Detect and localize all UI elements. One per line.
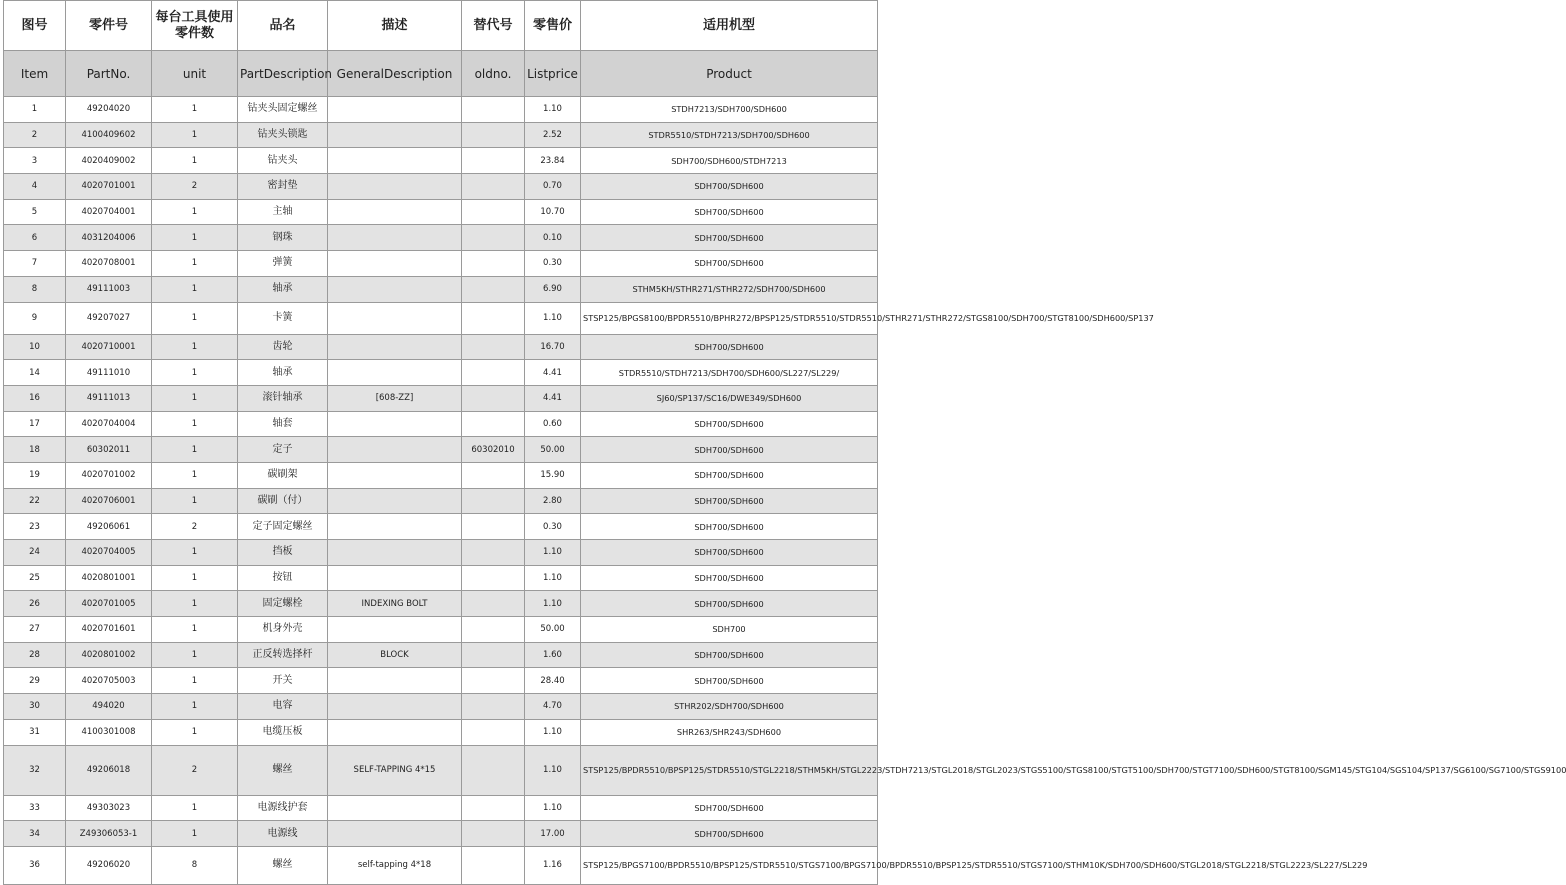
cell-unit: 1 (152, 540, 238, 566)
cell-item: 14 (4, 360, 66, 386)
cell-part-no: 49206061 (66, 514, 152, 540)
cell-product: SDH700 (581, 617, 878, 643)
cell-part-name: 碳刷架 (238, 462, 328, 488)
cell-part-no: 4020701005 (66, 591, 152, 617)
cell-part-no: 494020 (66, 694, 152, 720)
cell-description (328, 565, 462, 591)
table-row (4, 97, 878, 123)
cell-unit: 1 (152, 97, 238, 123)
table-row (4, 514, 878, 540)
cell-product: STSP125/BPDR5510/BPSP125/STDR5510/STGL2218/STHM5KH/STGL2223/STDH7213/STGL2018/STGL2023/STGS5100/STGS8100/STGT5100/SDH700/STGT7100/SDH600/STGT8100/SGM145/STG104/SGS104/SP137/SG6100/SG7100/STGS9100 (581, 745, 878, 795)
cell-part-no: 4020710001 (66, 334, 152, 360)
table-row (4, 276, 878, 302)
cell-old-no (462, 122, 525, 148)
cell-description: BLOCK (328, 642, 462, 668)
cell-item: 7 (4, 251, 66, 277)
header-name-cn: 品名 (238, 1, 328, 51)
table-row (4, 846, 878, 884)
cell-item: 5 (4, 199, 66, 225)
cell-old-no (462, 642, 525, 668)
cell-description (328, 719, 462, 745)
cell-old-no (462, 251, 525, 277)
header-unit-cn: 每台工具使用零件数 (152, 1, 238, 51)
cell-part-no: 4100301008 (66, 719, 152, 745)
cell-old-no (462, 199, 525, 225)
cell-part-no: 4020701001 (66, 174, 152, 200)
table-row (4, 334, 878, 360)
cell-item: 17 (4, 411, 66, 437)
cell-part-name: 定子固定螺丝 (238, 514, 328, 540)
cell-item: 4 (4, 174, 66, 200)
cell-list-price: 15.90 (525, 462, 581, 488)
cell-unit: 1 (152, 668, 238, 694)
cell-unit: 1 (152, 360, 238, 386)
cell-part-no: 4031204006 (66, 225, 152, 251)
cell-unit: 8 (152, 846, 238, 884)
cell-item: 24 (4, 540, 66, 566)
cell-old-no: 60302010 (462, 437, 525, 463)
header-item-en: Item (4, 51, 66, 97)
cell-description (328, 276, 462, 302)
cell-part-name: 钻夹头 (238, 148, 328, 174)
cell-part-no: 4020704005 (66, 540, 152, 566)
table-row (4, 719, 878, 745)
cell-part-no: 4020708001 (66, 251, 152, 277)
cell-part-no: 4020409002 (66, 148, 152, 174)
cell-item: 26 (4, 591, 66, 617)
cell-part-no: 49204020 (66, 97, 152, 123)
table-row (4, 694, 878, 720)
cell-unit: 1 (152, 251, 238, 277)
cell-list-price: 4.41 (525, 360, 581, 386)
cell-item: 10 (4, 334, 66, 360)
header-name-en: PartDescription (238, 51, 328, 97)
cell-description (328, 795, 462, 821)
cell-product: STSP125/BPGS7100/BPDR5510/BPSP125/STDR5510/STGS7100/BPGS7100/BPDR5510/BPSP125/STDR5510/STGS7100/STHM10K/SDH700/SDH600/STGL2018/STGL2218/STGL2223/SL227/SL229 (581, 846, 878, 884)
cell-description (328, 821, 462, 847)
cell-item: 22 (4, 488, 66, 514)
cell-old-no (462, 276, 525, 302)
cell-list-price: 1.10 (525, 565, 581, 591)
cell-old-no (462, 148, 525, 174)
cell-list-price: 1.10 (525, 540, 581, 566)
cell-product: SDH700/SDH600 (581, 462, 878, 488)
table-body (4, 97, 1566, 885)
cell-item: 32 (4, 745, 66, 795)
cell-list-price: 6.90 (525, 276, 581, 302)
header-desc-en: GeneralDescription (328, 51, 462, 97)
cell-old-no (462, 488, 525, 514)
cell-list-price: 1.10 (525, 302, 581, 334)
cell-part-no: 49111013 (66, 385, 152, 411)
cell-part-name: 螺丝 (238, 846, 328, 884)
cell-description (328, 360, 462, 386)
cell-product: SDH700/SDH600 (581, 540, 878, 566)
cell-description (328, 302, 462, 334)
cell-part-name: 电源线护套 (238, 795, 328, 821)
table-row (4, 148, 878, 174)
cell-unit: 2 (152, 174, 238, 200)
cell-item: 27 (4, 617, 66, 643)
cell-product: SDH700/SDH600 (581, 668, 878, 694)
cell-product: SDH700/SDH600 (581, 225, 878, 251)
cell-old-no (462, 591, 525, 617)
cell-item: 2 (4, 122, 66, 148)
cell-description (328, 488, 462, 514)
table-row (4, 411, 878, 437)
cell-list-price: 2.80 (525, 488, 581, 514)
cell-part-name: 电缆压板 (238, 719, 328, 745)
cell-item: 29 (4, 668, 66, 694)
cell-part-no: 49207027 (66, 302, 152, 334)
cell-item: 18 (4, 437, 66, 463)
cell-product: SDH700/SDH600 (581, 199, 878, 225)
cell-product: STHR202/SDH700/SDH600 (581, 694, 878, 720)
cell-old-no (462, 540, 525, 566)
cell-part-name: 电容 (238, 694, 328, 720)
cell-description (328, 668, 462, 694)
cell-unit: 1 (152, 642, 238, 668)
cell-old-no (462, 565, 525, 591)
cell-unit: 1 (152, 148, 238, 174)
cell-description: SELF-TAPPING 4*15 (328, 745, 462, 795)
cell-unit: 1 (152, 302, 238, 334)
cell-old-no (462, 174, 525, 200)
cell-unit: 1 (152, 385, 238, 411)
cell-part-name: 弹簧 (238, 251, 328, 277)
cell-list-price: 28.40 (525, 668, 581, 694)
table-row (4, 540, 878, 566)
header-row-en (4, 51, 878, 97)
cell-old-no (462, 514, 525, 540)
table-row (4, 174, 878, 200)
cell-list-price: 23.84 (525, 148, 581, 174)
cell-item: 3 (4, 148, 66, 174)
cell-list-price: 1.10 (525, 97, 581, 123)
cell-description (328, 225, 462, 251)
cell-part-no: 4020704001 (66, 199, 152, 225)
cell-old-no (462, 302, 525, 334)
cell-list-price: 4.70 (525, 694, 581, 720)
cell-description (328, 199, 462, 225)
cell-unit: 1 (152, 462, 238, 488)
cell-part-no: 60302011 (66, 437, 152, 463)
cell-list-price: 1.10 (525, 795, 581, 821)
cell-list-price: 2.52 (525, 122, 581, 148)
cell-product: SDH700/SDH600 (581, 821, 878, 847)
cell-old-no (462, 795, 525, 821)
cell-part-no: 4020701601 (66, 617, 152, 643)
cell-part-name: 固定螺栓 (238, 591, 328, 617)
header-partno-en: PartNo. (66, 51, 152, 97)
cell-item: 36 (4, 846, 66, 884)
header-partno-cn: 零件号 (66, 1, 152, 51)
cell-unit: 1 (152, 488, 238, 514)
cell-part-no: 4020801002 (66, 642, 152, 668)
table-row (4, 591, 878, 617)
cell-list-price: 1.10 (525, 745, 581, 795)
cell-product: STDR5510/STDH7213/SDH700/SDH600 (581, 122, 878, 148)
cell-part-name: 钻夹头锁匙 (238, 122, 328, 148)
cell-list-price: 1.60 (525, 642, 581, 668)
cell-unit: 2 (152, 745, 238, 795)
cell-list-price: 0.10 (525, 225, 581, 251)
cell-description (328, 411, 462, 437)
cell-old-no (462, 360, 525, 386)
cell-old-no (462, 411, 525, 437)
table-row (4, 565, 878, 591)
table-row (4, 617, 878, 643)
cell-item: 9 (4, 302, 66, 334)
cell-product: SDH700/SDH600 (581, 411, 878, 437)
cell-product: SDH700/SDH600 (581, 591, 878, 617)
cell-item: 25 (4, 565, 66, 591)
cell-product: SDH700/SDH600 (581, 488, 878, 514)
cell-old-no (462, 846, 525, 884)
cell-old-no (462, 694, 525, 720)
cell-unit: 1 (152, 122, 238, 148)
cell-list-price: 0.70 (525, 174, 581, 200)
cell-description (328, 122, 462, 148)
cell-description (328, 540, 462, 566)
cell-item: 31 (4, 719, 66, 745)
cell-product: STSP125/BPGS8100/BPDR5510/BPHR272/BPSP125/STDR5510/STDR5510/STHR271/STHR272/STGS8100/SDH700/STGT8100/SDH600/SP137 (581, 302, 878, 334)
cell-list-price: 1.10 (525, 719, 581, 745)
cell-part-no: 4100409602 (66, 122, 152, 148)
cell-part-no: 49303023 (66, 795, 152, 821)
table-row (4, 251, 878, 277)
cell-description (328, 437, 462, 463)
cell-item: 30 (4, 694, 66, 720)
cell-description: [608-ZZ] (328, 385, 462, 411)
cell-list-price: 0.60 (525, 411, 581, 437)
cell-unit: 1 (152, 199, 238, 225)
table-row (4, 745, 878, 795)
cell-item: 8 (4, 276, 66, 302)
cell-unit: 1 (152, 694, 238, 720)
cell-part-name: 轴承 (238, 276, 328, 302)
cell-item: 28 (4, 642, 66, 668)
cell-old-no (462, 668, 525, 694)
cell-product: SDH700/SDH600 (581, 514, 878, 540)
table-row (4, 462, 878, 488)
cell-old-no (462, 97, 525, 123)
cell-item: 34 (4, 821, 66, 847)
cell-description (328, 694, 462, 720)
cell-unit: 1 (152, 276, 238, 302)
cell-part-no: Z49306053-1 (66, 821, 152, 847)
cell-unit: 1 (152, 437, 238, 463)
cell-list-price: 0.30 (525, 251, 581, 277)
cell-part-name: 挡板 (238, 540, 328, 566)
cell-item: 23 (4, 514, 66, 540)
cell-item: 16 (4, 385, 66, 411)
cell-part-name: 滚针轴承 (238, 385, 328, 411)
cell-part-no: 4020706001 (66, 488, 152, 514)
cell-part-name: 正反转选择杆 (238, 642, 328, 668)
cell-unit: 1 (152, 591, 238, 617)
cell-old-no (462, 462, 525, 488)
cell-unit: 1 (152, 565, 238, 591)
cell-description: INDEXING BOLT (328, 591, 462, 617)
cell-description (328, 462, 462, 488)
cell-product: SDH700/SDH600 (581, 795, 878, 821)
table-row (4, 225, 878, 251)
cell-part-no: 4020705003 (66, 668, 152, 694)
cell-old-no (462, 745, 525, 795)
cell-part-name: 螺丝 (238, 745, 328, 795)
cell-part-no: 49111010 (66, 360, 152, 386)
cell-product: SDH700/SDH600 (581, 334, 878, 360)
cell-part-name: 卡簧 (238, 302, 328, 334)
cell-description (328, 514, 462, 540)
header-desc-cn: 描述 (328, 1, 462, 51)
cell-part-name: 齿轮 (238, 334, 328, 360)
cell-part-name: 按钮 (238, 565, 328, 591)
cell-old-no (462, 334, 525, 360)
cell-part-no: 4020801001 (66, 565, 152, 591)
cell-unit: 1 (152, 795, 238, 821)
cell-part-name: 钢珠 (238, 225, 328, 251)
header-unit-en: unit (152, 51, 238, 97)
table-row (4, 360, 878, 386)
cell-product: SDH700/SDH600/STDH7213 (581, 148, 878, 174)
cell-part-no: 4020701002 (66, 462, 152, 488)
cell-list-price: 16.70 (525, 334, 581, 360)
table-row (4, 122, 878, 148)
cell-unit: 1 (152, 411, 238, 437)
cell-list-price: 50.00 (525, 437, 581, 463)
cell-old-no (462, 617, 525, 643)
cell-description (328, 97, 462, 123)
cell-part-no: 49111003 (66, 276, 152, 302)
cell-old-no (462, 385, 525, 411)
cell-list-price: 0.30 (525, 514, 581, 540)
cell-part-name: 电源线 (238, 821, 328, 847)
cell-unit: 1 (152, 617, 238, 643)
table-row (4, 668, 878, 694)
cell-product: STDH7213/SDH700/SDH600 (581, 97, 878, 123)
cell-list-price: 10.70 (525, 199, 581, 225)
cell-product: SJ60/SP137/SC16/DWE349/SDH600 (581, 385, 878, 411)
header-oldno-cn: 替代号 (462, 1, 525, 51)
cell-description (328, 617, 462, 643)
table-row (4, 302, 878, 334)
cell-old-no (462, 719, 525, 745)
cell-unit: 1 (152, 225, 238, 251)
cell-part-name: 密封垫 (238, 174, 328, 200)
cell-product: SDH700/SDH600 (581, 437, 878, 463)
cell-description: self-tapping 4*18 (328, 846, 462, 884)
cell-product: STHM5KH/STHR271/STHR272/SDH700/SDH600 (581, 276, 878, 302)
cell-part-no: 49206018 (66, 745, 152, 795)
cell-list-price: 4.41 (525, 385, 581, 411)
cell-part-name: 主轴 (238, 199, 328, 225)
cell-product: SDH700/SDH600 (581, 251, 878, 277)
header-item-cn: 图号 (4, 1, 66, 51)
cell-item: 1 (4, 97, 66, 123)
table-row (4, 199, 878, 225)
cell-product: SDH700/SDH600 (581, 174, 878, 200)
cell-part-no: 4020704004 (66, 411, 152, 437)
cell-part-no: 49206020 (66, 846, 152, 884)
header-product-en: Product (581, 51, 878, 97)
cell-item: 19 (4, 462, 66, 488)
cell-description (328, 148, 462, 174)
cell-part-name: 碳刷（付） (238, 488, 328, 514)
header-oldno-en: oldno. (462, 51, 525, 97)
table-row (4, 795, 878, 821)
cell-product: STDR5510/STDH7213/SDH700/SDH600/SL227/SL229/ (581, 360, 878, 386)
cell-list-price: 1.16 (525, 846, 581, 884)
table-row (4, 437, 878, 463)
header-product-cn: 适用机型 (581, 1, 878, 51)
cell-list-price: 17.00 (525, 821, 581, 847)
cell-description (328, 334, 462, 360)
cell-part-name: 轴承 (238, 360, 328, 386)
cell-unit: 1 (152, 334, 238, 360)
cell-item: 33 (4, 795, 66, 821)
cell-product: SDH700/SDH600 (581, 642, 878, 668)
header-price-cn: 零售价 (525, 1, 581, 51)
cell-list-price: 50.00 (525, 617, 581, 643)
cell-product: SDH700/SDH600 (581, 565, 878, 591)
cell-part-name: 开关 (238, 668, 328, 694)
cell-product: SHR263/SHR243/SDH600 (581, 719, 878, 745)
cell-old-no (462, 821, 525, 847)
cell-unit: 1 (152, 821, 238, 847)
table-row (4, 821, 878, 847)
cell-part-name: 机身外壳 (238, 617, 328, 643)
table-row (4, 488, 878, 514)
cell-description (328, 174, 462, 200)
cell-description (328, 251, 462, 277)
table-row (4, 642, 878, 668)
table-row (4, 385, 878, 411)
cell-unit: 2 (152, 514, 238, 540)
cell-old-no (462, 225, 525, 251)
cell-part-name: 轴套 (238, 411, 328, 437)
cell-unit: 1 (152, 719, 238, 745)
header-price-en: Listprice (525, 51, 581, 97)
header-row-cn (4, 1, 878, 51)
cell-part-name: 定子 (238, 437, 328, 463)
cell-list-price: 1.10 (525, 591, 581, 617)
parts-table (3, 0, 1566, 885)
cell-part-name: 钻夹头固定螺丝 (238, 97, 328, 123)
cell-item: 6 (4, 225, 66, 251)
